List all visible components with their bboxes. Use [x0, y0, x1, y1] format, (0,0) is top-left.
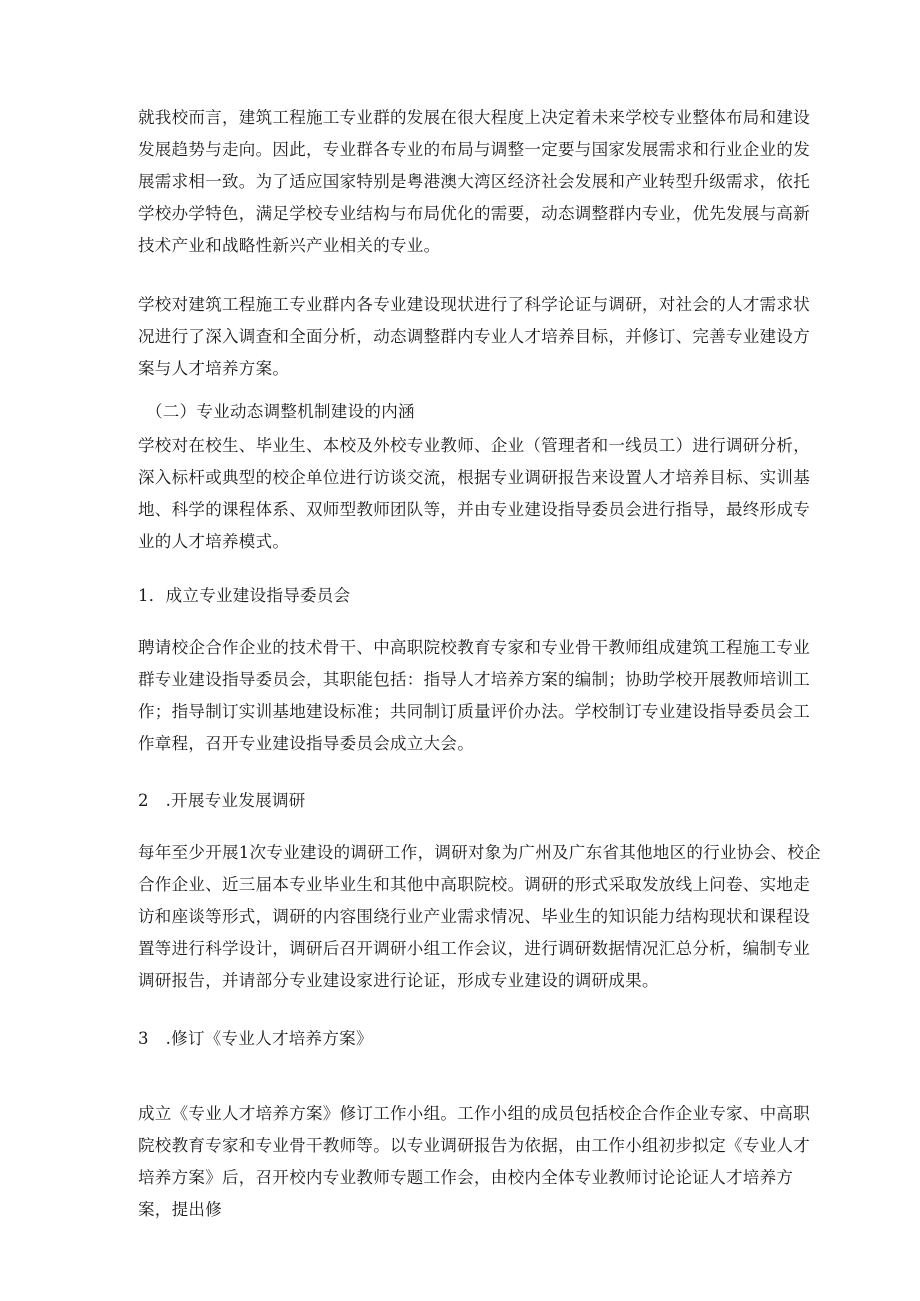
paragraph-5: 每年至少开展1次专业建设的调研工作，调研对象为广州及广东省其他地区的行业协会、校企合作企业、近三届本专业毕业生和其他中高职院校。调研的形式采取发放线上问卷、实地走访和座谈等形式，调研的内容围绕行业产业需求情况、毕业生的知识能力结构现状和课程设置等进行科学设计，调研后召开调研小组工作会议，进行调研数据情况汇总分析，编制专业调研报告，并请部分专业建设家进行论证，形成专业建设的调研成果。 — [138, 843, 821, 990]
subheading-3: 3 .修订《专业人才培养方案》 — [138, 1029, 373, 1048]
paragraph-6: 成立《专业人才培养方案》修订工作小组。工作小组的成员包括校企合作企业专家、中高职院校教育专家和专业骨干教师等。以专业调研报告为依据，由工作小组初步拟定《专业人才培养方案》后，召开校内专业教师专题工作会，由校内全体专业教师讨论论证人才培养方案，提出修 — [138, 1104, 810, 1219]
subheading-2: 2 .开展专业发展调研 — [138, 791, 306, 810]
paragraph-3: 学校对在校生、毕业生、本校及外校专业教师、企业（管理者和一线员工）进行调研分析，深入标杆或典型的校企单位进行访谈交流，根据专业调研报告来设置人才培养目标、实训基地、科学的课程体系、双师型教师团队等，并由专业建设指导委员会进行指导，最终形成专业的人才培养模式。 — [138, 436, 810, 551]
paragraph-2: 学校对建筑工程施工专业群内各专业建设现状进行了科学论证与调研，对社会的人才需求状况进行了深入调查和全面分析，动态调整群内专业人才培养目标，并修订、完善专业建设方案与人才培养方案。 — [138, 295, 810, 378]
paragraph-1: 就我校而言，建筑工程施工专业群的发展在很大程度上决定着未来学校专业整体布局和建设发展趋势与走向。因此，专业群各专业的布局与调整一定要与国家发展需求和行业企业的发展需求相一致。为了适应国家特别是粤港澳大湾区经济社会发展和产业转型升级需求，依托学校办学特色，满足学校专业结构与布局优化的需要，动态调整群内专业，优先发展与高新技术产业和战略性新兴产业相关的专业。 — [138, 108, 810, 255]
paragraph-4: 聘请校企合作企业的技术骨干、中高职院校教育专家和专业骨干教师组成建筑工程施工专业群专业建设指导委员会，其职能包括：指导人才培养方案的编制；协助学校开展教师培训工作；指导制订实训基地建设标准；共同制订质量评价办法。学校制订专业建设指导委员会工作章程，召开专业建设指导委员会成立大会。 — [138, 638, 810, 753]
subheading-1: 1．成立专业建设指导委员会 — [138, 586, 351, 605]
section-heading-2: （二）专业动态调整机制建设的内涵 — [146, 402, 415, 421]
